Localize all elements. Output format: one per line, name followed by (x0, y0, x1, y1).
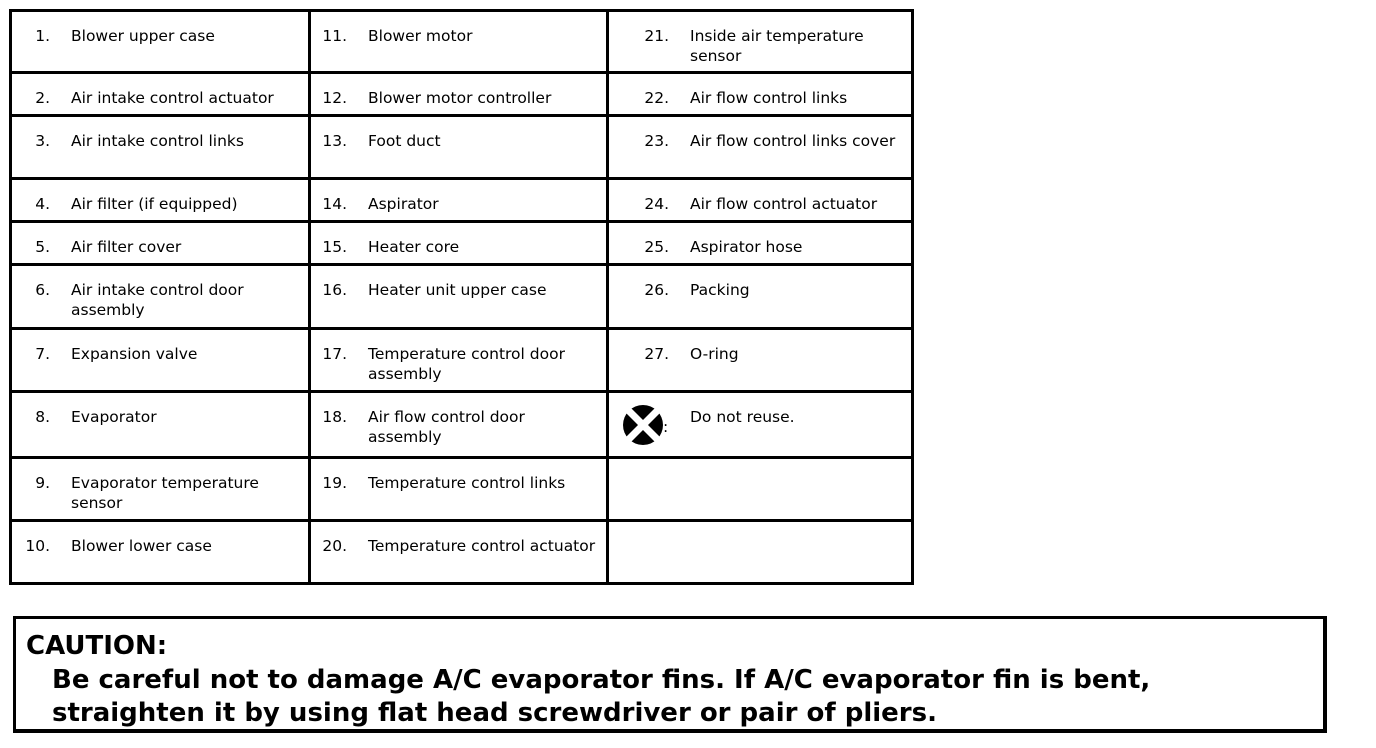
legend-cell (608, 222, 913, 265)
item-label: Air intake control actuator (71, 89, 274, 108)
caution-title: CAUTION: (26, 631, 168, 661)
legend-cell (608, 73, 913, 116)
legend-cell (608, 179, 913, 222)
item-label: Heater core (368, 238, 460, 257)
table-row (11, 391, 913, 457)
item-number: 27. (644, 344, 669, 363)
item-label: Aspirator (368, 195, 439, 214)
item-label: O-ring (690, 344, 739, 363)
legend-cell (11, 391, 310, 457)
item-label: Blower motor (368, 27, 473, 45)
legend-cell (11, 222, 310, 265)
item-number: 13. (322, 132, 347, 151)
item-label: Air intake control door assembly (71, 281, 244, 320)
item-number: 14. (322, 195, 347, 214)
table-row (11, 520, 913, 583)
item-number: 15. (322, 238, 347, 257)
legend-cell (310, 179, 608, 222)
legend-cell (310, 222, 608, 265)
table-row (11, 265, 913, 328)
table-row (11, 11, 913, 73)
item-label: Temperature control actuator (368, 536, 596, 555)
item-number: 2. (35, 89, 50, 108)
legend-cell (11, 11, 310, 73)
item-number: 10. (25, 536, 50, 555)
legend-cell (608, 328, 913, 391)
parts-legend-table (9, 9, 914, 585)
item-label: Blower motor controller (368, 89, 552, 108)
table-row (11, 328, 913, 391)
item-number: 21. (644, 27, 669, 45)
item-label: Air filter (if equipped) (71, 195, 238, 214)
item-number: 25. (644, 238, 669, 257)
legend-cell (310, 73, 608, 116)
item-label: Blower upper case (71, 27, 215, 45)
item-number: 26. (644, 281, 669, 300)
table-row (11, 179, 913, 222)
item-label: Do not reuse. (690, 407, 795, 426)
item-number: 1. (35, 27, 50, 45)
legend-cell (310, 116, 608, 179)
item-number: 3. (35, 132, 50, 151)
legend-cell (608, 116, 913, 179)
legend-cell (310, 328, 608, 391)
caution-box (13, 616, 1327, 733)
legend-cell (310, 520, 608, 583)
legend-cell (310, 457, 608, 520)
legend-cell (11, 520, 310, 583)
item-label: Air flow control links (690, 89, 848, 108)
item-label: Inside air temperature sensor (690, 27, 864, 65)
legend-cell-empty (608, 457, 913, 520)
item-number: 9. (35, 473, 50, 492)
item-number: 7. (35, 344, 50, 363)
item-number: 11. (322, 27, 347, 45)
item-number: 8. (35, 407, 50, 426)
legend-cell (608, 11, 913, 73)
legend-cell (310, 265, 608, 328)
item-label: Air intake control links (71, 132, 244, 151)
item-label: Air filter cover (71, 238, 182, 257)
legend-cell (11, 179, 310, 222)
item-number: 4. (35, 195, 50, 214)
item-number: 18. (322, 407, 347, 426)
item-label: Evaporator temperature sensor (71, 473, 259, 512)
legend-cell (11, 265, 310, 328)
legend-cell (11, 328, 310, 391)
item-number: 17. (322, 344, 347, 363)
legend-cell (11, 73, 310, 116)
legend-cell (310, 391, 608, 457)
item-number: 20. (322, 536, 347, 555)
item-label: Blower lower case (71, 536, 212, 555)
item-number: 6. (35, 281, 50, 300)
legend-cell (608, 265, 913, 328)
table-row (11, 457, 913, 520)
table-row (11, 222, 913, 265)
item-label: Air flow control door assembly (368, 407, 525, 446)
item-number: 12. (322, 89, 347, 108)
legend-cell (11, 457, 310, 520)
item-label: Aspirator hose (690, 238, 803, 257)
item-label: Heater unit upper case (368, 281, 547, 300)
item-label: Packing (690, 281, 750, 300)
item-label: Evaporator (71, 407, 157, 426)
item-number: 24. (644, 195, 669, 214)
item-number: 19. (322, 473, 347, 492)
item-label: Foot duct (368, 132, 441, 151)
legend-cell (11, 116, 310, 179)
item-label: Air flow control links cover (690, 132, 896, 151)
legend-cell (310, 11, 608, 73)
item-label: Expansion valve (71, 344, 198, 363)
legend-cell-empty (608, 520, 913, 583)
item-label: Air flow control actuator (690, 195, 878, 214)
item-number: 16. (322, 281, 347, 300)
item-number: 23. (644, 132, 669, 151)
caution-text-line: straighten it by using flat head screwdriver or pair of pliers. (52, 698, 937, 728)
caution-text-line: Be careful not to damage A/C evaporator fins. If A/C evaporator fin is bent, (52, 665, 1151, 695)
item-number: 5. (35, 238, 50, 257)
table-row (11, 116, 913, 179)
table-row (11, 73, 913, 116)
do-not-reuse-icon (621, 403, 665, 447)
icon-colon: : (663, 417, 669, 436)
legend-cell-do-not-reuse (608, 391, 913, 457)
item-label: Temperature control links (368, 473, 566, 492)
item-label: Temperature control door assembly (368, 344, 565, 383)
item-number: 22. (644, 89, 669, 108)
